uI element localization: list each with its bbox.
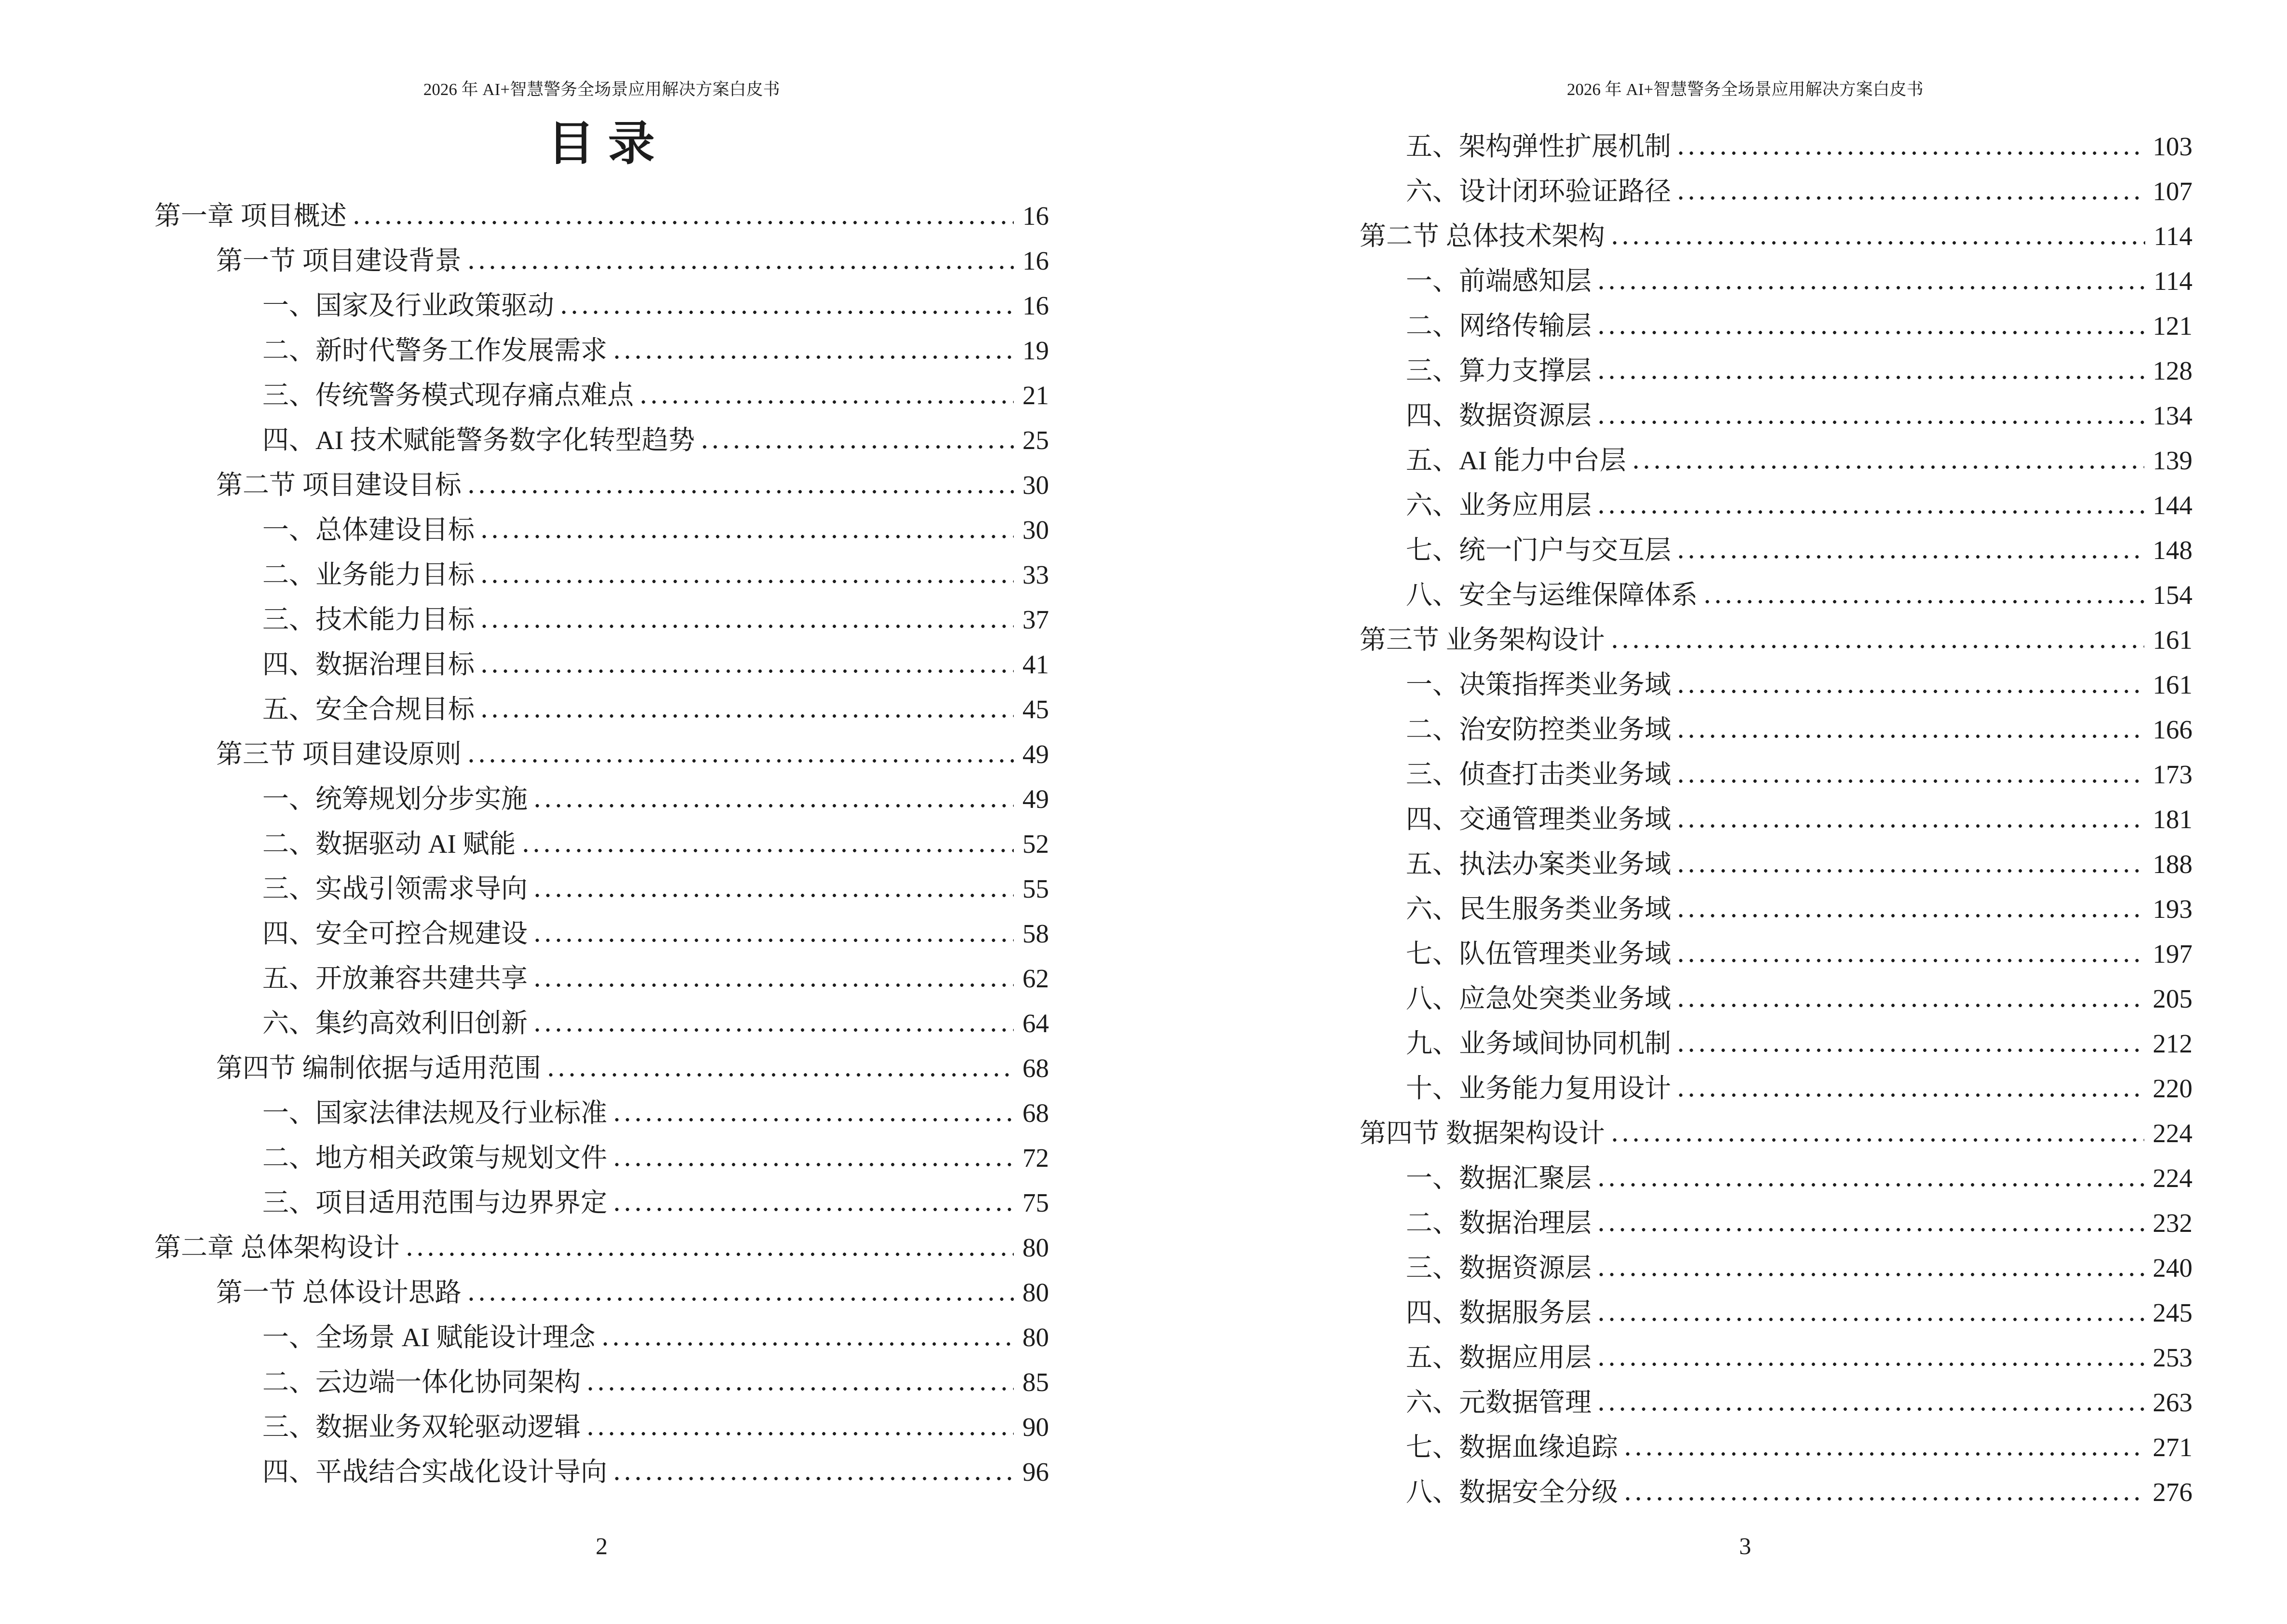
toc-entry-label: 三、数据资源层 — [1406, 1253, 1592, 1283]
dot-leader — [585, 1432, 1014, 1436]
toc-entry-label: 五、安全合规目标 — [262, 695, 475, 724]
dot-leader — [479, 534, 1014, 539]
dot-leader — [612, 1118, 1014, 1122]
toc-entry-label: 二、数据治理层 — [1406, 1208, 1592, 1238]
toc-entry-page: 154 — [2152, 580, 2192, 610]
toc-entry — [1298, 889, 2192, 934]
toc-entry — [154, 644, 1049, 689]
toc-entry-page: 188 — [2152, 849, 2192, 879]
toc-entry — [154, 824, 1049, 869]
dot-leader — [1596, 330, 2144, 335]
dot-leader — [1676, 869, 2144, 873]
dot-leader — [405, 1252, 1014, 1256]
toc-entry-page: 41 — [1022, 650, 1049, 679]
toc-entry-page: 114 — [2153, 221, 2192, 251]
toc-entry-page: 224 — [2152, 1119, 2192, 1148]
toc-entry-label: 第二节 总体技术架构 — [1360, 221, 1605, 251]
toc-entry-page: 49 — [1022, 739, 1049, 769]
toc-entry-label: 六、设计闭环验证路径 — [1406, 177, 1672, 206]
dot-leader — [1676, 914, 2144, 918]
toc-entry-label: 二、网络传输层 — [1406, 311, 1592, 341]
dot-leader — [532, 938, 1014, 942]
toc-entry-label: 四、安全可控合规建设 — [262, 919, 528, 948]
toc-entry — [154, 1272, 1049, 1317]
dot-leader — [1676, 196, 2144, 200]
dot-leader — [1623, 1452, 2144, 1456]
toc-list — [154, 196, 1049, 1497]
dot-leader — [1676, 1003, 2144, 1008]
toc-entry — [1298, 934, 2192, 979]
toc-entry-page: 16 — [1022, 201, 1049, 231]
toc-entry — [1298, 440, 2192, 485]
dot-leader — [612, 1476, 1014, 1481]
toc-entry — [154, 420, 1049, 465]
dot-leader — [612, 355, 1014, 359]
toc-entry — [154, 375, 1049, 420]
toc-entry-label: 二、治安防控类业务域 — [1406, 715, 1672, 744]
toc-entry — [154, 779, 1049, 824]
toc-entry — [1298, 171, 2192, 216]
toc-entry-page: 271 — [2152, 1433, 2192, 1462]
toc-entry-page: 58 — [1022, 919, 1049, 948]
dot-leader — [1623, 1497, 2144, 1501]
toc-entry — [1298, 261, 2192, 306]
toc-entry-page: 224 — [2152, 1163, 2192, 1193]
toc-entry-page: 19 — [1022, 336, 1049, 365]
dot-leader — [352, 220, 1014, 225]
toc-entry — [1298, 1024, 2192, 1068]
toc-entry-page: 114 — [2153, 266, 2192, 296]
toc-entry — [154, 1003, 1049, 1048]
dot-leader — [1676, 1048, 2144, 1052]
dot-leader — [532, 1028, 1014, 1032]
dot-leader — [1676, 824, 2144, 828]
toc-entry-label: 五、AI 能力中台层 — [1406, 446, 1626, 475]
toc-entry — [1298, 979, 2192, 1024]
toc-entry — [1298, 126, 2192, 171]
toc-entry-page: 49 — [1022, 784, 1049, 814]
toc-entry-page: 245 — [2152, 1298, 2192, 1327]
toc-entry-label: 九、业务域间协同机制 — [1406, 1029, 1672, 1058]
toc-entry-page: 212 — [2152, 1029, 2192, 1058]
dot-leader — [1596, 420, 2144, 424]
toc-entry-label: 第一节 项目建设背景 — [216, 246, 462, 275]
toc-entry-page: 103 — [2152, 132, 2192, 161]
toc-entry-label: 五、架构弹性扩展机制 — [1406, 132, 1672, 161]
toc-entry-label: 四、AI 技术赋能警务数字化转型趋势 — [262, 425, 695, 455]
toc-entry — [154, 1362, 1049, 1407]
toc-entry-label: 第一节 总体设计思路 — [216, 1278, 462, 1307]
toc-entry-label: 二、数据驱动 AI 赋能 — [262, 829, 516, 859]
toc-entry — [1298, 1337, 2192, 1382]
toc-entry-label: 三、项目适用范围与边界界定 — [262, 1188, 608, 1217]
toc-entry — [154, 914, 1049, 958]
toc-entry — [1298, 575, 2192, 620]
toc-entry-page: 197 — [2152, 939, 2192, 969]
dot-leader — [559, 310, 1014, 314]
toc-entry — [154, 1452, 1049, 1497]
page-number: 3 — [1739, 1532, 1751, 1559]
toc-entry-label: 一、国家及行业政策驱动 — [262, 291, 555, 320]
toc-entry-label: 三、算力支撑层 — [1406, 356, 1592, 385]
toc-entry-page: 144 — [2152, 491, 2192, 520]
dot-leader — [1676, 779, 2144, 783]
toc-entry — [1298, 485, 2192, 530]
toc-entry-page: 21 — [1022, 381, 1049, 410]
toc-entry-label: 一、全场景 AI 赋能设计理念 — [262, 1323, 596, 1352]
dot-leader — [532, 804, 1014, 808]
toc-entry — [1298, 1068, 2192, 1113]
page-number: 2 — [596, 1532, 608, 1559]
dot-leader — [1596, 510, 2144, 514]
toc-entry-page: 181 — [2152, 805, 2192, 834]
toc-entry-page: 107 — [2152, 177, 2192, 206]
toc-entry-page: 80 — [1022, 1233, 1049, 1262]
toc-entry — [154, 734, 1049, 779]
toc-entry-label: 七、统一门户与交互层 — [1406, 535, 1672, 565]
toc-list — [1298, 126, 2192, 1517]
toc-entry-label: 第二节 项目建设目标 — [216, 470, 462, 500]
toc-entry-label: 二、地方相关政策与规划文件 — [262, 1143, 608, 1173]
dot-leader — [546, 1073, 1014, 1077]
toc-entry-label: 六、集约高效利旧创新 — [262, 1009, 528, 1038]
toc-entry — [1298, 351, 2192, 396]
toc-entry — [154, 330, 1049, 375]
toc-entry-page: 166 — [2152, 715, 2192, 744]
toc-entry — [154, 600, 1049, 644]
toc-entry — [1298, 1113, 2192, 1158]
toc-entry-page: 173 — [2152, 760, 2192, 789]
dot-leader — [612, 1207, 1014, 1212]
toc-entry — [154, 555, 1049, 600]
toc-entry-page: 16 — [1022, 246, 1049, 275]
toc-entry — [154, 689, 1049, 734]
dot-leader — [466, 1297, 1014, 1301]
running-header: 2026 年 AI+智慧警务全场景应用解决方案白皮书 — [423, 80, 780, 99]
toc-entry-label: 八、数据安全分级 — [1406, 1477, 1619, 1507]
toc-entry — [1298, 1203, 2192, 1248]
toc-entry — [1298, 754, 2192, 799]
toc-entry — [1298, 1248, 2192, 1293]
toc-entry — [154, 1093, 1049, 1138]
toc-entry-label: 六、民生服务类业务域 — [1406, 894, 1672, 924]
toc-entry-label: 六、元数据管理 — [1406, 1388, 1592, 1417]
toc-entry-page: 134 — [2152, 401, 2192, 430]
toc-entry — [1298, 530, 2192, 575]
toc-entry — [154, 196, 1049, 241]
dot-leader — [466, 759, 1014, 763]
toc-entry-page: 64 — [1022, 1009, 1049, 1038]
toc-entry-label: 三、侦查打击类业务域 — [1406, 760, 1672, 789]
toc-entry-page: 62 — [1022, 964, 1049, 993]
toc-entry-label: 四、数据治理目标 — [262, 650, 475, 679]
toc-entry-page: 68 — [1022, 1098, 1049, 1128]
toc-entry-label: 三、传统警务模式现存痛点难点 — [262, 381, 634, 410]
toc-entry-page: 240 — [2152, 1253, 2192, 1283]
toc-entry-label: 七、队伍管理类业务域 — [1406, 939, 1672, 969]
toc-entry-page: 139 — [2152, 446, 2192, 475]
dot-leader — [700, 445, 1014, 449]
toc-entry-page: 205 — [2152, 984, 2192, 1013]
toc-entry-label: 七、数据血缘追踪 — [1406, 1433, 1619, 1462]
dot-leader — [612, 1162, 1014, 1167]
dot-leader — [1631, 465, 2144, 469]
toc-entry — [1298, 620, 2192, 665]
toc-entry-label: 五、执法办案类业务域 — [1406, 849, 1672, 879]
toc-entry-label: 四、平战结合实战化设计导向 — [262, 1457, 608, 1487]
toc-entry — [1298, 216, 2192, 261]
toc-entry-label: 三、数据业务双轮驱动逻辑 — [262, 1412, 581, 1442]
toc-entry — [154, 241, 1049, 286]
toc-entry-page: 161 — [2152, 625, 2192, 655]
dot-leader — [479, 714, 1014, 718]
toc-entry-page: 220 — [2152, 1074, 2192, 1103]
toc-entry — [1298, 1158, 2192, 1203]
toc-entry-label: 二、业务能力目标 — [262, 560, 475, 589]
toc-entry-label: 八、安全与运维保障体系 — [1406, 580, 1698, 610]
toc-entry-label: 三、技术能力目标 — [262, 605, 475, 634]
dot-leader — [1610, 644, 2144, 649]
running-header: 2026 年 AI+智慧警务全场景应用解决方案白皮书 — [1566, 80, 1924, 99]
dot-leader — [466, 265, 1014, 270]
toc-entry-page: 45 — [1022, 695, 1049, 724]
toc-entry-page: 80 — [1022, 1278, 1049, 1307]
toc-entry — [154, 958, 1049, 1003]
toc-entry — [1298, 1382, 2192, 1427]
toc-entry-label: 一、国家法律法规及行业标准 — [262, 1098, 608, 1128]
toc-entry-page: 85 — [1022, 1367, 1049, 1397]
toc-entry-page: 25 — [1022, 425, 1049, 455]
toc-entry — [154, 1138, 1049, 1183]
dot-leader — [1596, 1317, 2144, 1322]
toc-entry-page: 193 — [2152, 894, 2192, 924]
dot-leader — [1596, 1228, 2144, 1232]
toc-entry-page: 37 — [1022, 605, 1049, 634]
toc-entry-label: 八、应急处突类业务域 — [1406, 984, 1672, 1013]
toc-entry-page: 80 — [1022, 1323, 1049, 1352]
dot-leader — [1596, 1183, 2144, 1187]
dot-leader — [1596, 1362, 2144, 1366]
dot-leader — [1610, 1138, 2144, 1142]
toc-entry-page: 121 — [2152, 311, 2192, 341]
toc-entry-label: 十、业务能力复用设计 — [1406, 1074, 1672, 1103]
toc-entry-label: 四、数据服务层 — [1406, 1298, 1592, 1327]
toc-entry — [154, 510, 1049, 555]
toc-entry-page: 72 — [1022, 1143, 1049, 1173]
toc-entry — [1298, 306, 2192, 351]
toc-entry-label: 一、数据汇聚层 — [1406, 1163, 1592, 1193]
toc-entry-label: 第二章 总体架构设计 — [154, 1233, 400, 1262]
toc-entry-page: 148 — [2152, 535, 2192, 565]
toc-entry-label: 一、前端感知层 — [1406, 266, 1592, 296]
toc-entry — [154, 1048, 1049, 1093]
toc-entry — [154, 1317, 1049, 1362]
toc-entry-label: 一、总体建设目标 — [262, 515, 475, 545]
dot-leader — [1610, 241, 2145, 245]
toc-entry — [1298, 1293, 2192, 1337]
toc-entry-label: 第一章 项目概述 — [154, 201, 347, 231]
toc-entry — [154, 1407, 1049, 1452]
toc-entry-label: 四、交通管理类业务域 — [1406, 805, 1672, 834]
dot-leader — [532, 983, 1014, 987]
toc-entry-page: 253 — [2152, 1343, 2192, 1372]
toc-entry — [1298, 665, 2192, 710]
toc-entry-label: 三、实战引领需求导向 — [262, 874, 528, 903]
toc-entry — [154, 869, 1049, 914]
toc-entry-label: 一、统筹规划分步实施 — [262, 784, 528, 814]
dot-leader — [1596, 1407, 2144, 1411]
toc-entry-page: 263 — [2152, 1388, 2192, 1417]
dot-leader — [479, 669, 1014, 673]
toc-entry — [1298, 799, 2192, 844]
toc-entry-label: 二、新时代警务工作发展需求 — [262, 336, 608, 365]
toc-entry-page: 68 — [1022, 1053, 1049, 1083]
toc-entry-page: 128 — [2152, 356, 2192, 385]
toc-entry-page: 16 — [1022, 291, 1049, 320]
toc-entry-label: 一、决策指挥类业务域 — [1406, 670, 1672, 699]
dot-leader — [1702, 600, 2144, 604]
toc-entry-page: 90 — [1022, 1412, 1049, 1442]
dot-leader — [1676, 555, 2144, 559]
dot-leader — [479, 624, 1014, 628]
toc-entry-label: 第四节 数据架构设计 — [1360, 1119, 1605, 1148]
dot-leader — [1596, 375, 2144, 380]
toc-entry — [1298, 396, 2192, 440]
dot-leader — [479, 579, 1014, 584]
dot-leader — [1676, 734, 2144, 738]
toc-entry — [154, 286, 1049, 330]
toc-entry-page: 276 — [2152, 1477, 2192, 1507]
toc-entry-label: 第三节 业务架构设计 — [1360, 625, 1605, 655]
toc-entry — [1298, 710, 2192, 754]
toc-entry-page: 52 — [1022, 829, 1049, 859]
toc-entry-page: 30 — [1022, 470, 1049, 500]
toc-entry — [154, 1228, 1049, 1272]
toc-entry — [1298, 1472, 2192, 1517]
toc-entry-page: 55 — [1022, 874, 1049, 903]
toc-entry — [1298, 1427, 2192, 1472]
toc-entry-page: 30 — [1022, 515, 1049, 545]
toc-entry — [154, 465, 1049, 510]
toc-entry — [1298, 844, 2192, 889]
toc-entry-label: 第四节 编制依据与适用范围 — [216, 1053, 541, 1083]
dot-leader — [1596, 286, 2145, 290]
dot-leader — [1676, 151, 2144, 155]
dot-leader — [639, 400, 1014, 404]
toc-entry-page: 33 — [1022, 560, 1049, 589]
toc-entry-label: 六、业务应用层 — [1406, 491, 1592, 520]
dot-leader — [466, 490, 1014, 494]
dot-leader — [1676, 689, 2144, 694]
dot-leader — [585, 1387, 1014, 1391]
toc-entry-page: 96 — [1022, 1457, 1049, 1487]
dot-leader — [1676, 1093, 2144, 1097]
toc-entry-label: 二、云边端一体化协同架构 — [262, 1367, 581, 1397]
toc-entry-label: 四、数据资源层 — [1406, 401, 1592, 430]
toc-title: 目 录 — [547, 118, 656, 170]
dot-leader — [521, 848, 1014, 853]
toc-entry-label: 第三节 项目建设原则 — [216, 739, 462, 769]
toc-entry-page: 75 — [1022, 1188, 1049, 1217]
dot-leader — [532, 893, 1014, 898]
dot-leader — [1676, 958, 2144, 963]
dot-leader — [1596, 1272, 2144, 1277]
toc-entry-label: 五、开放兼容共建共享 — [262, 964, 528, 993]
toc-entry-page: 232 — [2152, 1208, 2192, 1238]
toc-entry — [154, 1183, 1049, 1228]
page-right — [1144, 0, 2287, 1624]
toc-entry-page: 161 — [2152, 670, 2192, 699]
toc-entry-label: 五、数据应用层 — [1406, 1343, 1592, 1372]
dot-leader — [600, 1342, 1014, 1346]
